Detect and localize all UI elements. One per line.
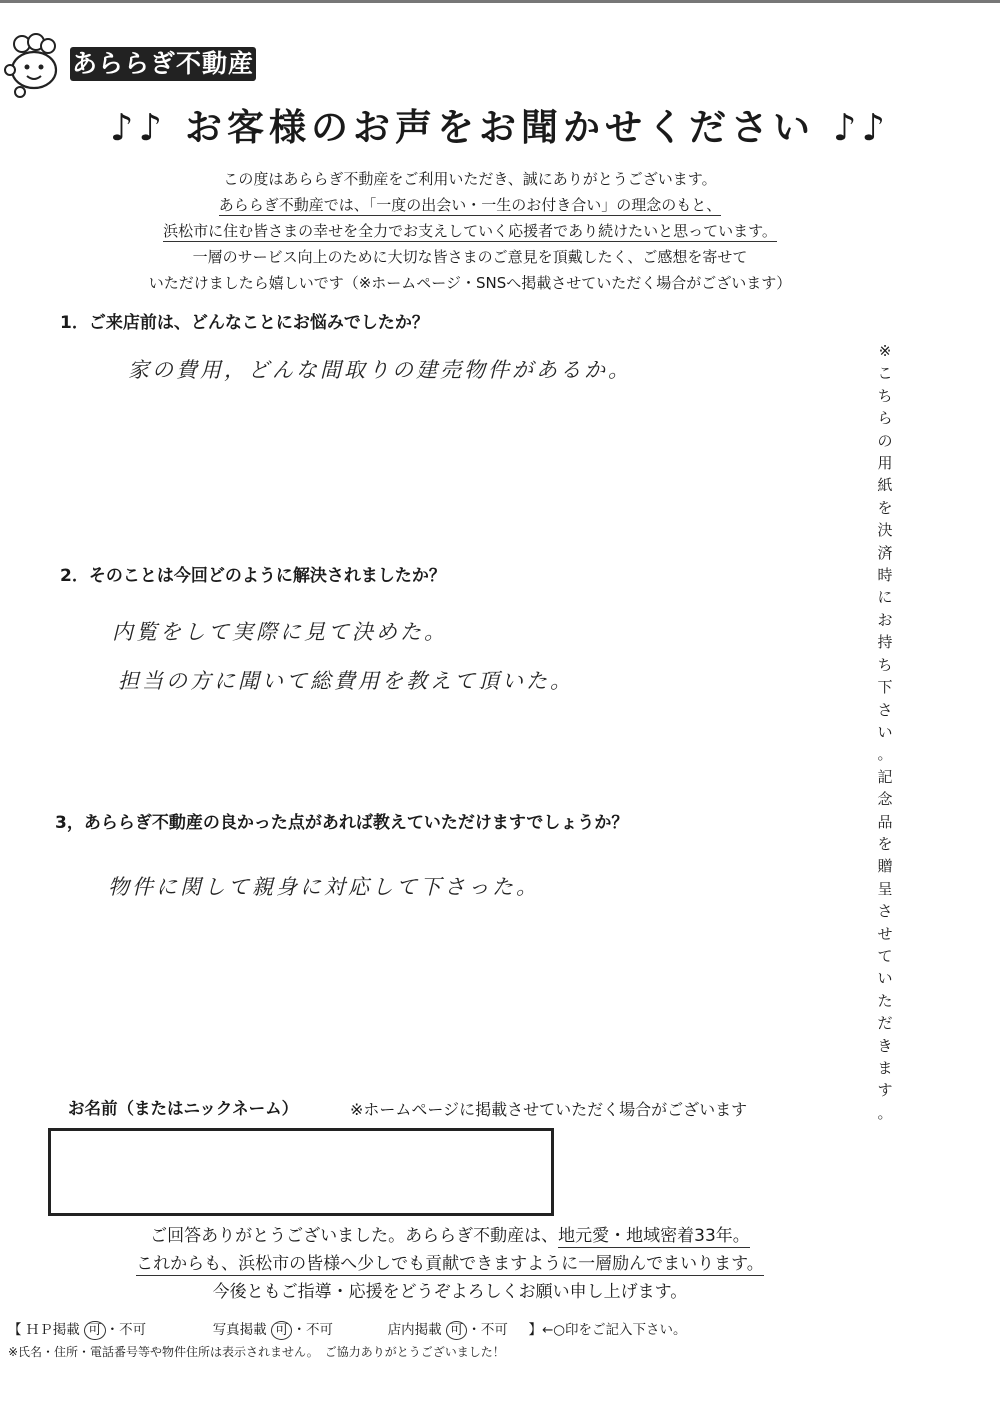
page-title: ♪♪ お客様のお声をお聞かせください ♪♪ <box>109 106 891 149</box>
side-note-char: を <box>877 498 893 517</box>
side-note-char: い <box>877 969 893 988</box>
side-note-char: 品 <box>877 812 893 831</box>
side-note-char: た <box>877 991 893 1010</box>
thanks-line: これからも、浜松市の皆様へ少しでも貢献できますように一層励んでまいります。 <box>136 1254 764 1274</box>
side-note-char: 念 <box>877 790 893 809</box>
logo <box>0 30 265 100</box>
intro-line: いただけましたら嬉しいです（※ホームページ・SNSへ掲載させていただく場合がございます） <box>148 274 792 292</box>
side-note-char: 下 <box>877 678 893 697</box>
brand-logo-text: あららぎ不動産 <box>70 47 256 81</box>
side-note-char: さ <box>877 700 893 719</box>
intro-line: この度はあららぎ不動産をご利用いただき、誠にありがとうございます。 <box>223 170 717 188</box>
store-ok-circled[interactable]: 可 <box>446 1321 468 1340</box>
thanks-line: 今後ともご指導・応援をどうぞよろしくお願い申し上げます。 <box>212 1282 688 1302</box>
question-1-answer[interactable]: 家の費用，どんな間取りの建売物件があるか。 <box>128 358 632 382</box>
side-note-char: さ <box>877 902 893 921</box>
name-label: お名前（またはニックネーム） <box>68 1099 299 1118</box>
side-note-char: い <box>877 722 893 741</box>
footnote: ※氏名・住所・電話番号等や物件住所は表示されません。 ご協力ありがとうございました！ <box>8 1345 505 1359</box>
consent-instruction: 】←○印をご記入下さい。 <box>528 1322 687 1338</box>
photo-consent[interactable]: 写真掲載 可 ・不可 <box>212 1322 333 1338</box>
side-note-char: 。 <box>877 1103 893 1122</box>
clover-mascot-icon <box>0 30 70 100</box>
question-3-label: 3，あららぎ不動産の良かった点があれば教えていただけますでしょうか？ <box>55 813 629 833</box>
side-note-char: を <box>877 834 893 853</box>
side-note-char: す <box>877 1081 893 1100</box>
consent-row: 【 ＨＰ掲載 可 ・不可 写真掲載 可 ・不可 店内掲載 可 ・不可 】←○印をご記入下さい。 <box>8 1322 687 1338</box>
side-note-char: だ <box>877 1014 893 1033</box>
side-note-char: ※ <box>878 342 892 360</box>
side-note-char: 決 <box>877 521 893 540</box>
question-1-label: 1．ご来店前は、どんなことにお悩みでしたか？ <box>60 313 429 333</box>
question-2-label: 2．そのことは今回どのように解決されましたか？ <box>60 566 446 586</box>
side-note-char: ち <box>877 386 893 405</box>
page-top-edge <box>0 0 1000 3</box>
side-note-char: ち <box>877 655 893 674</box>
side-note-char: 済 <box>877 543 893 562</box>
side-note-char: 贈 <box>877 857 893 876</box>
intro-line: あららぎ不動産では、「一度の出会い・一生のお付き合い」の理念のもと、 <box>218 196 722 214</box>
hp-consent[interactable]: ＨＰ掲載 可 ・不可 <box>25 1322 147 1338</box>
side-note-char: せ <box>877 924 893 943</box>
side-note-char: 紙 <box>877 476 893 495</box>
side-note-vertical <box>872 340 898 1124</box>
side-note-char: ら <box>877 409 893 428</box>
side-note-char: 用 <box>877 454 893 473</box>
question-3-answer[interactable]: 物件に関して親身に対応して下さった。 <box>108 875 540 899</box>
side-note-char: 時 <box>877 566 893 585</box>
intro-text <box>60 166 880 296</box>
hp-ok-circled[interactable]: 可 <box>84 1321 106 1340</box>
question-2-answer-line-2[interactable]: 担当の方に聞いて総費用を教えて頂いた。 <box>118 669 574 693</box>
side-note-char: に <box>877 588 893 607</box>
side-note-char: こ <box>877 364 893 383</box>
intro-line: 浜松市に住む皆さまの幸せを全力でお支えしていく応援者であり続けたいと思っています。 <box>163 222 777 240</box>
thanks-message <box>80 1222 820 1306</box>
store-consent[interactable]: 店内掲載 可 ・不可 <box>387 1322 508 1338</box>
intro-line: 一層のサービス向上のために大切な皆さまのご意見を頂戴したく、ご感想を寄せて <box>192 248 748 266</box>
side-note-char: 記 <box>877 767 893 786</box>
side-note-char: て <box>877 946 893 965</box>
side-note-char: お <box>877 610 893 629</box>
name-note: ※ホームページに掲載させていただく場合がございます <box>350 1100 748 1119</box>
thanks-line: ご回答ありがとうございました。あららぎ不動産は、地元愛・地域密着33年。 <box>150 1226 750 1246</box>
side-note-char: 。 <box>877 745 893 764</box>
side-note-char: の <box>877 431 893 450</box>
question-2-answer-line-1[interactable]: 内覧をして実際に見て決めた。 <box>112 620 448 644</box>
side-note-char: 持 <box>877 633 893 652</box>
photo-ok-circled[interactable]: 可 <box>271 1321 293 1340</box>
side-note-char: き <box>877 1036 893 1055</box>
side-note-char: ま <box>877 1059 893 1077</box>
side-note-char: 呈 <box>877 879 893 898</box>
name-input-box[interactable] <box>48 1128 554 1216</box>
